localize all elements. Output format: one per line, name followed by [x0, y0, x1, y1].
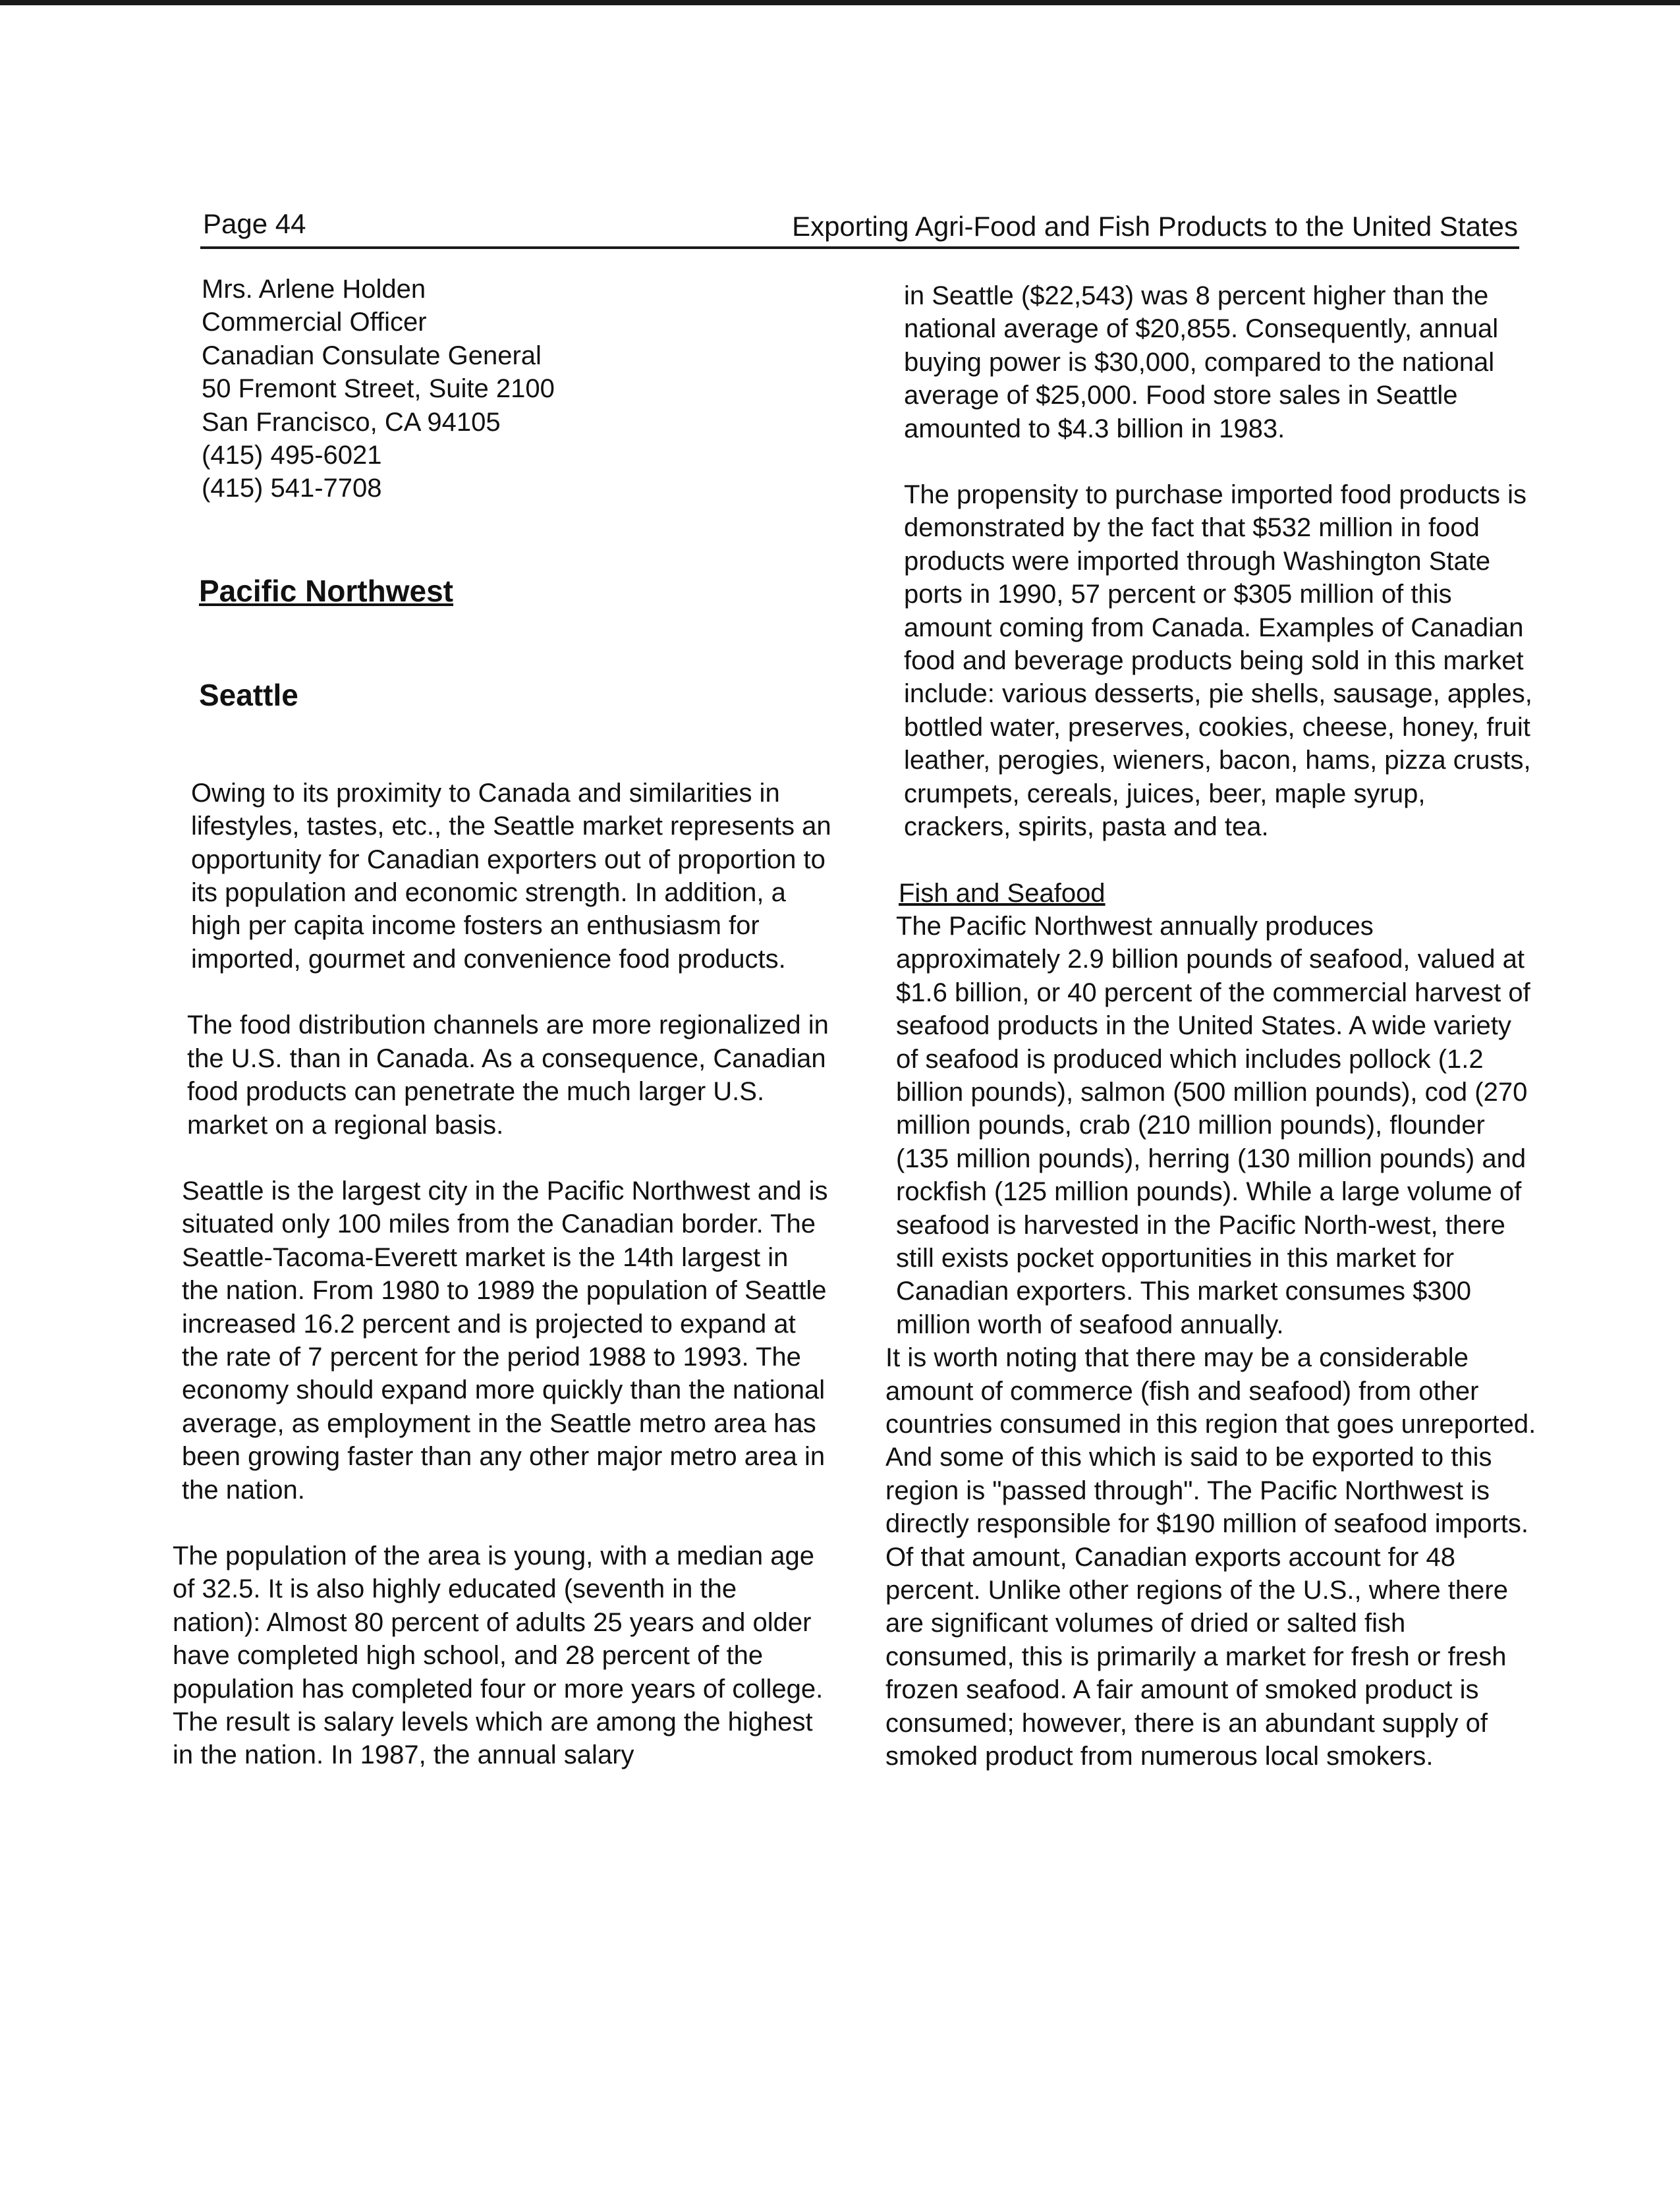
header-rule [200, 246, 1519, 249]
section-heading: Pacific Northwest [199, 573, 453, 608]
scan-edge [0, 0, 1680, 5]
paragraph: Seattle is the largest city in the Pacific Northwest and is situated only 100 miles from the Canadian border. The Seattle-Tacoma-Everett market is the 14th largest in the nation. From 1980 to 1989 the population of Seattle increased 16.2 percent and is projected to expand at the rate of 7 percent for the period 1988 to 1993. The economy should expand more quickly than the national average, as employment in the Seattle metro area has been growing faster than any other major metro area in the nation. [182, 1176, 828, 1505]
contact-street: 50 Fremont Street, Suite 2100 [202, 374, 555, 404]
paragraph: in Seattle ($22,543) was 8 percent higher than the national average of $20,855. Consequently, annual buying power is $30,000, compared to the national average of $25,000. Food store sales in Seattle amounted to $4.3 billion in 1983. [904, 281, 1499, 443]
paragraph: The food distribution channels are more regionalized in the U.S. than in Canada. As a consequence, Canadian food products can penetrate the much larger U.S. market on a regional basis. [187, 1011, 829, 1140]
page-number: Page 44 [203, 208, 306, 239]
contact-organization: Canadian Consulate General [202, 341, 542, 370]
contact-title: Commercial Officer [202, 308, 427, 337]
left-column [173, 273, 831, 1772]
fish-seafood-subheading: Fish and Seafood [899, 878, 1106, 908]
contact-fax: (415) 541-7708 [202, 474, 382, 503]
paragraph: Owing to its proximity to Canada and similarities in lifestyles, tastes, etc., the Seattle market represents an opportunity for Canadian exporters out of proportion to its population and economic strength. In addition, a high per capita income fosters an enthusiasm for imported, gourmet and convenience food products. [191, 778, 831, 974]
contact-block [202, 273, 831, 505]
page-header [203, 206, 1518, 244]
contact-city: San Francisco, CA 94105 [202, 407, 501, 437]
city-heading: Seattle [199, 677, 298, 712]
contact-phone: (415) 495-6021 [202, 441, 382, 470]
paragraph: The Pacific Northwest annually produces approximately 2.9 billion pounds of seafood, valued at $1.6 billion, or 40 percent of the commercial harvest of seafood products in the United States. A wide variety of seafood is produced which includes pollock (1.2 billion pounds), salmon (500 million pounds), cod (270 million pounds, crab (210 million pounds), flounder (135 million pounds), herring (130 million pounds) and rockfish (125 million pounds). While a large volume of seafood is harvested in the Pacific North-west, there still exists pocket opportunities in this market for Canadian exporters. This market consumes $300 million worth of seafood annually. [896, 911, 1530, 1339]
running-title: Exporting Agri-Food and Fish Products to the United States [792, 211, 1518, 242]
contact-name: Mrs. Arlene Holden [202, 275, 426, 304]
right-column [880, 279, 1539, 1773]
paragraph: The propensity to purchase imported food products is demonstrated by the fact that $532 million in food products were imported through Washington State ports in 1990, 57 percent or $305 million of this amount coming from Canada. Examples of Canadian food and beverage products being sold in this market include: various desserts, pie shells, sausage, apples, bottled water, preserves, cookies, cheese, honey, fruit leather, perogies, wieners, bacon, hams, pizza crusts, crumpets, cereals, juices, beer, maple syrup, crackers, spirits, pasta and tea. [904, 480, 1532, 842]
paragraph: It is worth noting that there may be a considerable amount of commerce (fish and seafood) from other countries consumed in this region that goes unreported. And some of this which is said to be exported to this region is "passed through". The Pacific Northwest is directly responsible for $190 million of seafood imports. Of that amount, Canadian exports account for 48 percent. Unlike other regions of the U.S., where there are significant volumes of dried or salted fish consumed, this is primarily a market for fresh or fresh frozen seafood. A fair amount of smoked product is consumed; however, there is an abundant supply of smoked product from numerous local smokers. [885, 1343, 1536, 1771]
paragraph: The population of the area is young, with a median age of 32.5. It is also highly educated (seventh in the nation): Almost 80 percent of adults 25 years and older have completed high school, and 28 percent of the population has completed four or more years of college. The result is salary levels which are among the highest in the nation. In 1987, the annual salary [173, 1541, 824, 1770]
